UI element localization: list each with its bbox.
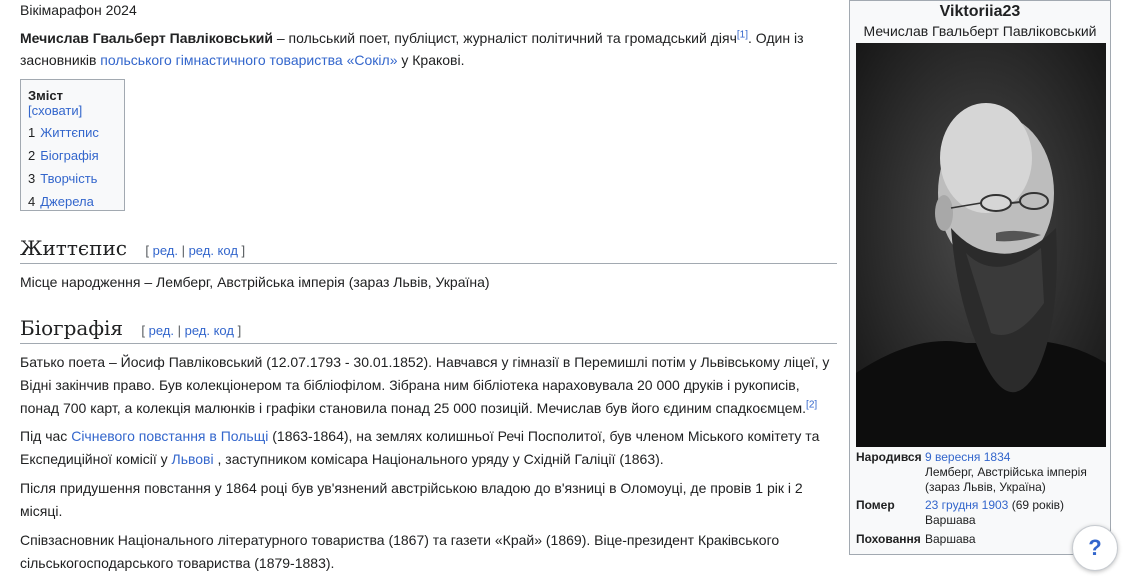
toc-num: 4 bbox=[28, 194, 36, 209]
ref-link-2[interactable]: [2] bbox=[806, 399, 818, 411]
toc-link[interactable]: Джерела bbox=[40, 194, 94, 209]
died-age: (69 років) bbox=[1008, 498, 1065, 512]
bracket: [ bbox=[145, 243, 153, 258]
separator: | bbox=[173, 323, 185, 338]
born-label: Народився bbox=[856, 450, 922, 464]
edit-source-link[interactable]: ред. код bbox=[184, 323, 234, 338]
portrait-image[interactable] bbox=[856, 43, 1106, 447]
infobox bbox=[849, 0, 1111, 555]
help-button[interactable] bbox=[1072, 525, 1118, 571]
lead-paragraph bbox=[20, 27, 820, 71]
ref-link-1[interactable]: [1] bbox=[736, 29, 748, 41]
bio-paragraph-2 bbox=[20, 425, 835, 471]
born-date-link[interactable]: 9 вересня 1834 bbox=[925, 450, 1011, 464]
buried-label: Поховання bbox=[856, 532, 921, 546]
toc-link[interactable]: Творчість bbox=[40, 171, 98, 186]
section-heading-life bbox=[20, 236, 837, 264]
section-title: Життєпис bbox=[20, 236, 127, 260]
bracket: [ bbox=[141, 323, 149, 338]
lviv-link[interactable]: Львові bbox=[171, 451, 214, 467]
birthplace-text: Місце народження – Лемберг, Австрійська імперія (зараз Львів, Україна) bbox=[20, 274, 490, 290]
bracket: ] bbox=[233, 323, 242, 338]
died-date-link[interactable]: 23 грудня 1903 bbox=[925, 498, 1009, 512]
toc-link[interactable]: Біографія bbox=[40, 148, 99, 163]
infobox-buried-row bbox=[856, 532, 1108, 547]
page-subtitle: Вікімарафон 2024 bbox=[20, 2, 137, 18]
infobox-born-row bbox=[856, 450, 1108, 495]
lead-text: – польський поет, публіцист, журналіст політичний та громадський діяч bbox=[272, 30, 737, 46]
bio-paragraph-1 bbox=[20, 351, 835, 420]
toc-item-life[interactable] bbox=[28, 124, 117, 141]
toc-num: 2 bbox=[28, 148, 36, 163]
buried-place: Варшава bbox=[925, 532, 976, 546]
edit-link[interactable]: ред. bbox=[148, 323, 174, 338]
toc-num: 3 bbox=[28, 171, 36, 186]
section-title: Біографія bbox=[20, 316, 124, 340]
born-value bbox=[925, 450, 1108, 495]
born-place: Лемберг, Австрійська імперія (зараз Львів, Україна) bbox=[925, 465, 1087, 494]
toc-item-works[interactable] bbox=[28, 170, 117, 187]
toc-item-bio[interactable] bbox=[28, 147, 117, 164]
toc-toggle[interactable]: [сховати] bbox=[28, 103, 83, 118]
lead-text-2: . Один із засновників bbox=[20, 30, 804, 68]
bracket: ] bbox=[237, 243, 246, 258]
edit-source-link[interactable]: ред. код bbox=[188, 243, 238, 258]
sokil-link[interactable]: польського гімнастичного товариства «Сокіл» bbox=[100, 52, 398, 68]
separator: | bbox=[177, 243, 189, 258]
question-icon: ? bbox=[1088, 535, 1102, 560]
toc-title: Зміст bbox=[28, 88, 63, 103]
infobox-died-row bbox=[856, 498, 1108, 528]
infobox-title: Viktoriia23 bbox=[939, 3, 1021, 20]
toc-header bbox=[28, 88, 117, 118]
infobox-subtitle: Мечислав Гвальберт Павліковський bbox=[863, 23, 1097, 39]
died-place: Варшава bbox=[925, 513, 976, 527]
died-value bbox=[925, 498, 1108, 528]
toc-num: 1 bbox=[28, 125, 36, 140]
toc-item-sources[interactable] bbox=[28, 193, 117, 210]
bio-text: (1863-1864), на землях колишньої Речі Посполитої, був членом Міського комітету та Експедиційної комісії у bbox=[20, 428, 820, 467]
edit-links bbox=[141, 323, 241, 338]
january-uprising-link[interactable]: Січневого повстання в Польщі bbox=[71, 428, 269, 444]
portrait-svg bbox=[856, 43, 1106, 447]
bio-text: Батько поета – Йосиф Павліковський (12.07.1793 - 30.01.1852). Навчався у гімназії в Перемишлі потім у Львівському ліцеї, у Відні закінчив право. Був колекціонером та бібліофілом. Зібрана ним бібліотека нараховувала 20 000 друків і рукописів, понад 700 карт, а колекція малюнків і графіки становила понад 25 000 позицій. Мечислав був його єдиним спадкоємцем. bbox=[20, 354, 830, 416]
table-of-contents bbox=[20, 79, 125, 211]
subject-name: Мечислав Гвальберт Павліковський bbox=[20, 30, 273, 46]
bio-paragraph-3: Після придушення повстання у 1864 році був ув'язнений австрійською владою до в'язниці в Оломоуці, де провів 1 рік і 2 місяці. bbox=[20, 480, 803, 519]
bio-text: , заступником комісара Національного уряду у Східній Галіції (1863). bbox=[213, 451, 664, 467]
edit-links bbox=[145, 243, 245, 258]
died-label: Помер bbox=[856, 498, 895, 512]
section-heading-bio bbox=[20, 316, 837, 344]
edit-link[interactable]: ред. bbox=[152, 243, 178, 258]
bio-paragraph-4: Співзасновник Національного літературного товариства (1867) та газети «Край» (1869). Віце-президент Краківського сільськогосподарського товариства (1879-1883). bbox=[20, 532, 780, 571]
bio-text: Під час bbox=[20, 428, 72, 444]
toc-link[interactable]: Життєпис bbox=[40, 125, 99, 140]
lead-text-3: у Кракові. bbox=[397, 52, 465, 68]
